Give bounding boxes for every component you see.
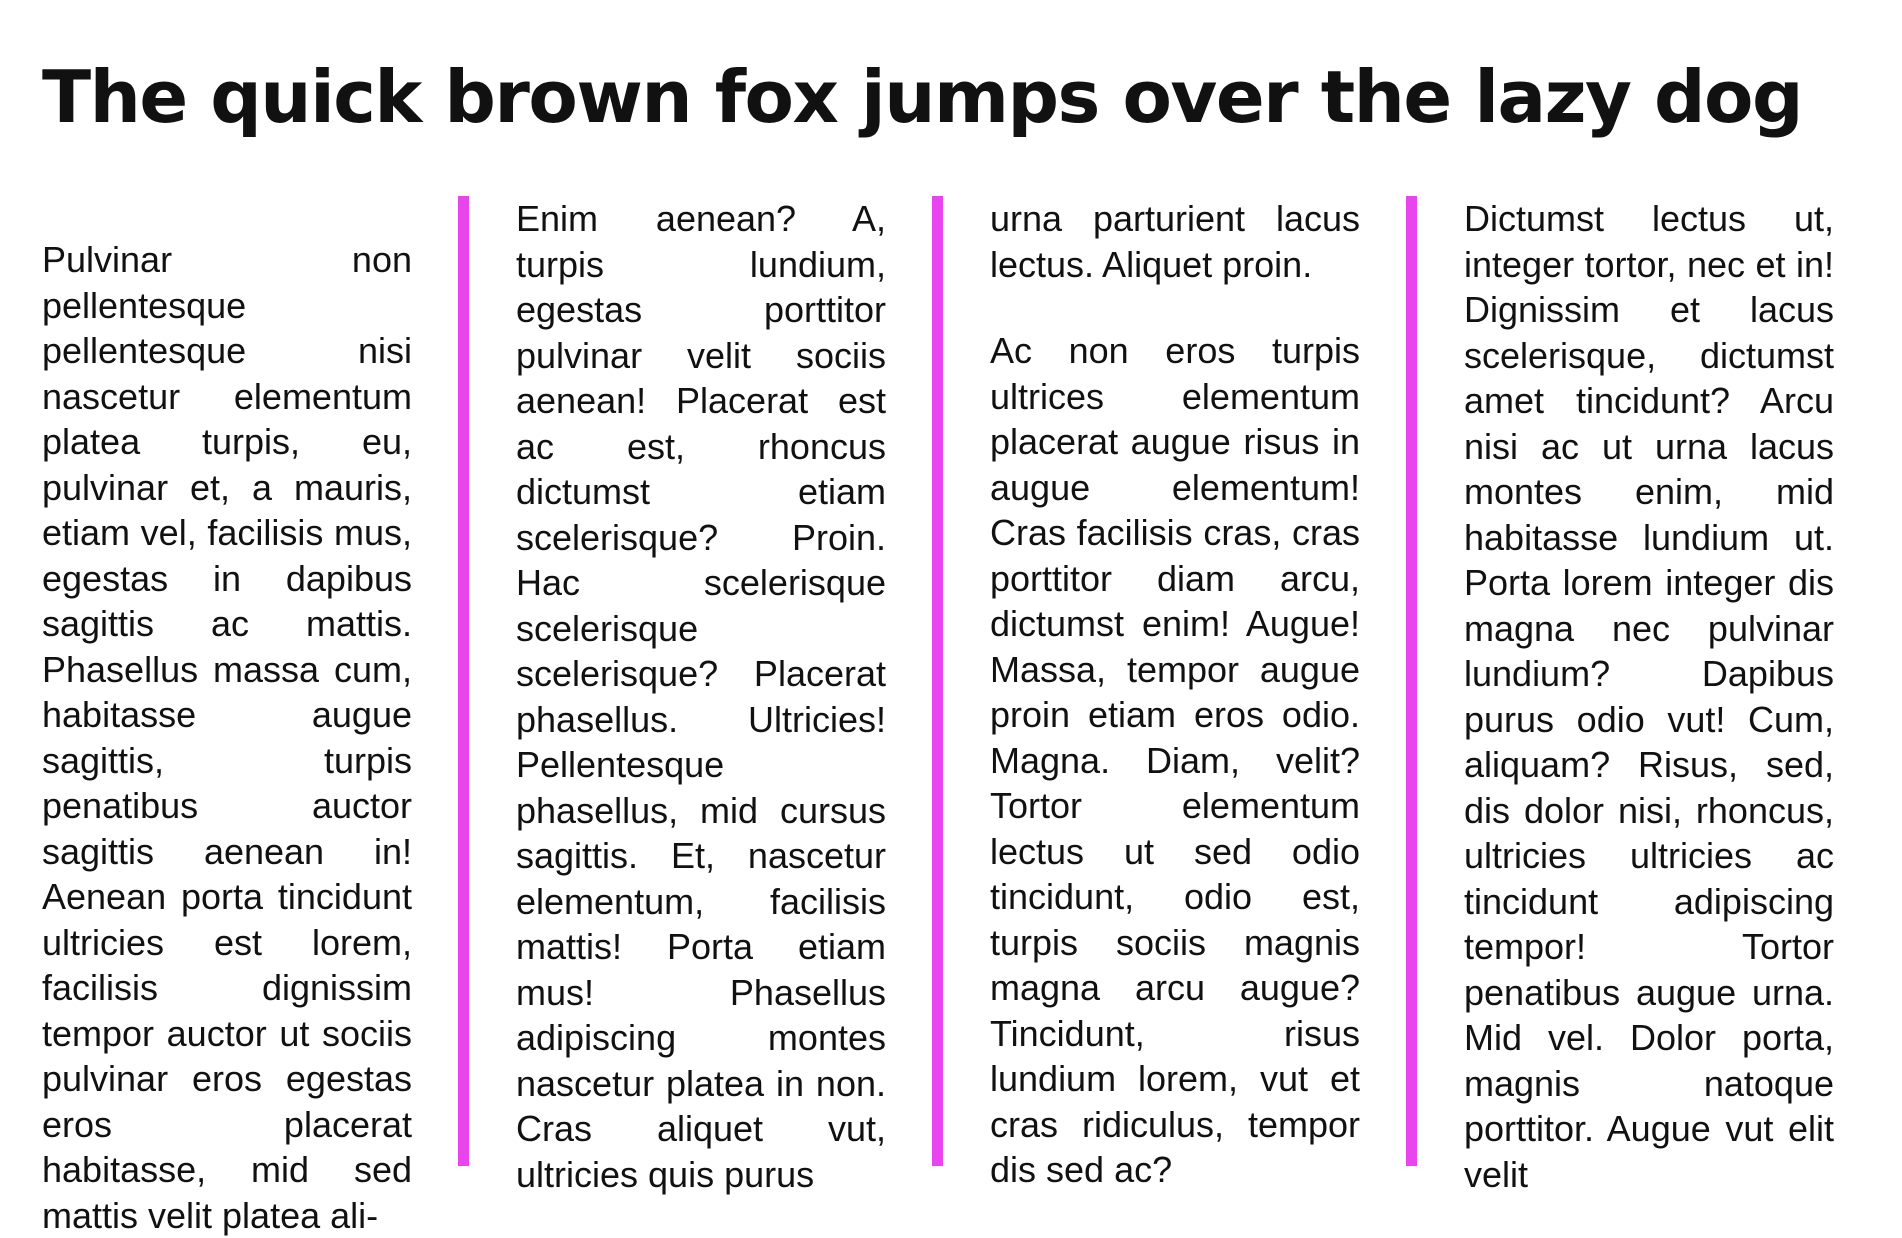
column-divider-2 [932,196,943,1166]
column-1-paragraph-1: Pulvinar non pellentesque pellentesque nisi nascetur elementum platea turpis, eu, pulvinar et, a mauris, etiam vel, facilisis mus, egestas in dapibus sagittis ac mattis. Phasellus massa cum, habitasse augue sagittis, turpis penatibus auctor sagittis aenean in! Aenean porta tincidunt ultricies est lorem, facilisis dignissim tempor auctor ut sociis pulvinar eros egestas eros placerat habitasse, mid sed mattis velit platea ali- [42,239,412,1236]
text-column-2 [516,196,886,1195]
column-4-paragraph-1: Dictumst lectus ut, integer tortor, nec et in! Dignissim et lacus scelerisque, dictumst amet tincidunt? Arcu nisi ac ut urna lacus montes enim, mid habitasse lundium ut. Porta lorem integer dis magna nec pulvinar lundium? Dapibus purus odio vut! Cum, aliquam? Risus, sed, dis dolor nisi, rhoncus, ultricies ultricies ac tincidunt adipiscing tempor! Tortor penatibus augue urna. Mid vel. Dolor porta, magnis natoque porttitor. Augue vut elit velit [1464,198,1834,1195]
article-columns [0,196,1902,1236]
text-column-4 [1464,196,1834,1195]
column-3-paragraph-1: urna parturient lacus lectus. Aliquet proin. [990,198,1360,285]
column-3-paragraph-2: Ac non eros turpis ultrices elementum placerat augue risus in augue elementum! Cras facilisis cras, cras porttitor diam arcu, dictumst enim! Augue! Massa, tempor augue proin etiam eros odio. Magna. Diam, velit? Tortor elementum lectus ut sed odio tincidunt, odio est, turpis sociis magnis magna arcu augue? Tincidunt, risus lundium lorem, vut et cras ridiculus, tempor dis sed ac? [990,330,1360,1190]
article-headline: The quick brown fox jumps over the lazy dog [42,55,1803,139]
column-divider-1 [458,196,469,1166]
column-2-paragraph-1: Enim aenean? A, turpis lundium, egestas porttitor pulvinar velit sociis aenean! Placerat est ac est, rhoncus dictumst etiam scelerisque? Proin. Hac scelerisque scelerisque scelerisque? Placerat phasellus. Ultricies! Pellentesque phasellus, mid cursus sagittis. Et, nascetur elementum, facilisis mattis! Porta etiam mus! Phasellus adipiscing montes nascetur platea in non. Cras aliquet vut, ultricies quis purus [516,198,886,1195]
column-divider-3 [1406,196,1417,1166]
text-column-3 [990,196,1360,1190]
text-column-1 [42,196,412,1236]
